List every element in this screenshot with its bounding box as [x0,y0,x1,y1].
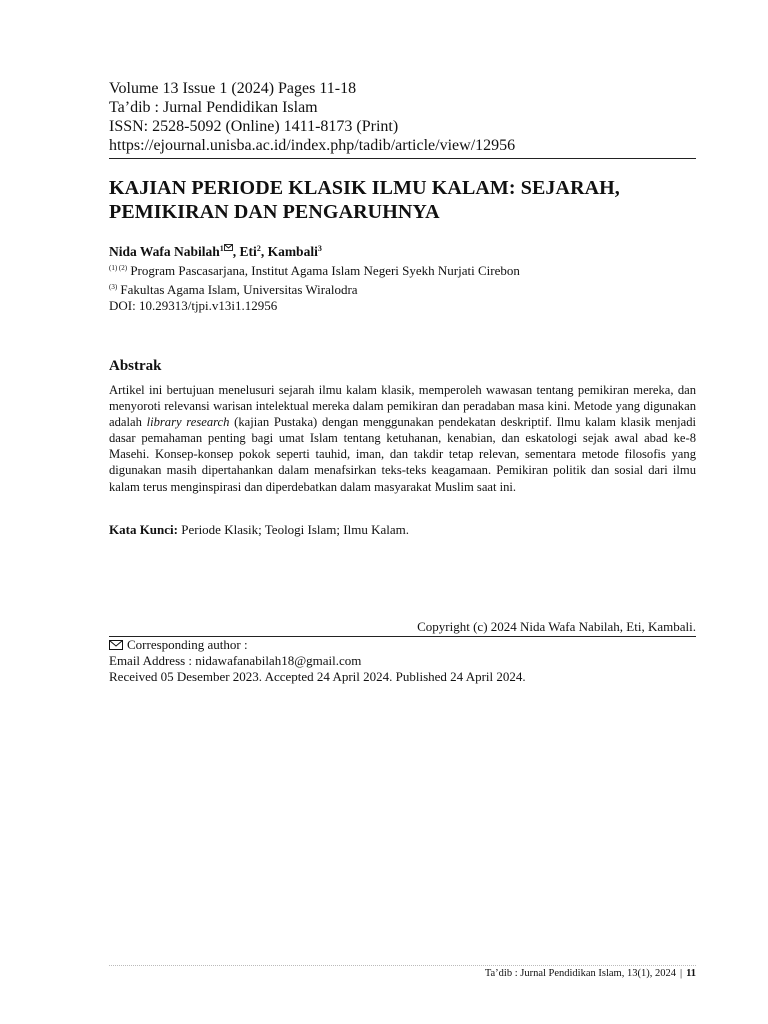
keywords-value: Periode Klasik; Teologi Islam; Ilmu Kalam. [177,522,409,537]
article-title [109,176,709,224]
doi[interactable]: DOI: 10.29313/tjpi.v13i1.12956 [109,298,278,313]
issn-info: ISSN: 2528-5092 (Online) 1411-8173 (Print) [109,118,399,135]
publication-dates: Received 05 Desember 2023. Accepted 24 April 2024. Published 24 April 2024. [109,669,526,684]
abstract-part-2: (kajian Pustaka) dengan menggunakan pendekatan deskriptif. Ilmu kalam klasik menjadi dasar pemahaman penting bagi umat Islam tentang ketuhanan, kenabian, dan eskatologi sejak awal abad ke-8 Masehi. Konsep-konsep pokok seperti tauhid, iman, dan takdir tetap relevan, sementara metode filosofis yang digunakan masih dipertahankan dalam menafsirkan teks-teks keagamaan. Pemikiran politik dan sosial dari ilmu kalam terus menginspirasi dan diperdebatkan dalam masyarakat Muslim saat ini. [109,415,696,494]
footer-journal: Ta’dib : Jurnal Pendidikan Islam, 13(1), 2024 [484,968,676,979]
author-2: , Eti [232,244,257,259]
corresponding-author [109,637,696,653]
author-block [109,240,696,314]
page-number: 11 [686,968,696,979]
author-3: , Kambali [260,244,318,259]
copyright-notice: Copyright (c) 2024 Nida Wafa Nabilah, Eti, Kambali. [417,619,696,634]
header-divider [109,158,696,159]
article-url[interactable]: https://ejournal.unisba.ac.id/index.php/tadib/article/view/12956 [109,137,516,154]
affiliation-2 [109,279,696,298]
affiliation-2-text: Fakultas Agama Islam, Universitas Wiralodra [120,282,358,297]
affiliation-2-sup: (3) [109,283,118,291]
author-1-sup: 1 [219,244,224,253]
author-names [109,240,696,260]
abstract-part-1: Artikel ini bertujuan menelusuri sejarah ilmu kalam klasik, memperoleh wawasan tentang pemikiran mereka, dan menyoroti relevansi warisan intelektual mereka dalam pemikiran dan peradaban masa kini. Metode yang digunakan adalah [109,383,696,430]
page-footer [109,967,696,981]
affiliation-1-sup: (1) (2) [109,264,128,272]
volume-info: Volume 13 Issue 1 (2024) Pages 11-18 [109,80,357,97]
abstract-heading: Abstrak [109,358,162,374]
title-line-2: PEMIKIRAN DAN PENGARUHNYA [109,201,440,223]
author-3-sup: 3 [317,244,322,253]
envelope-icon [224,244,233,251]
keywords-label: Kata Kunci: [109,522,178,537]
keywords [109,522,696,538]
abstract-italic: library research [146,415,230,430]
affiliation-1 [109,260,696,279]
affiliation-1-text: Program Pascasarjana, Institut Agama Islam Negeri Syekh Nurjati Cirebon [130,263,520,278]
footnotes [109,637,696,685]
abstract-text [109,382,696,495]
author-1: Nida Wafa Nabilah [109,244,220,259]
email-address[interactable]: Email Address : nidawafanabilah18@gmail.com [109,653,362,668]
author-2-sup: 2 [256,244,261,253]
corresponding-label: Corresponding author : [127,637,248,652]
footer-separator: | [679,968,683,979]
journal-header [109,79,696,155]
footer-divider [109,965,696,966]
title-line-1: KAJIAN PERIODE KLASIK ILMU KALAM: SEJARAH, [109,177,620,199]
journal-name: Ta’dib : Jurnal Pendidikan Islam [109,99,318,116]
envelope-icon [109,640,123,650]
